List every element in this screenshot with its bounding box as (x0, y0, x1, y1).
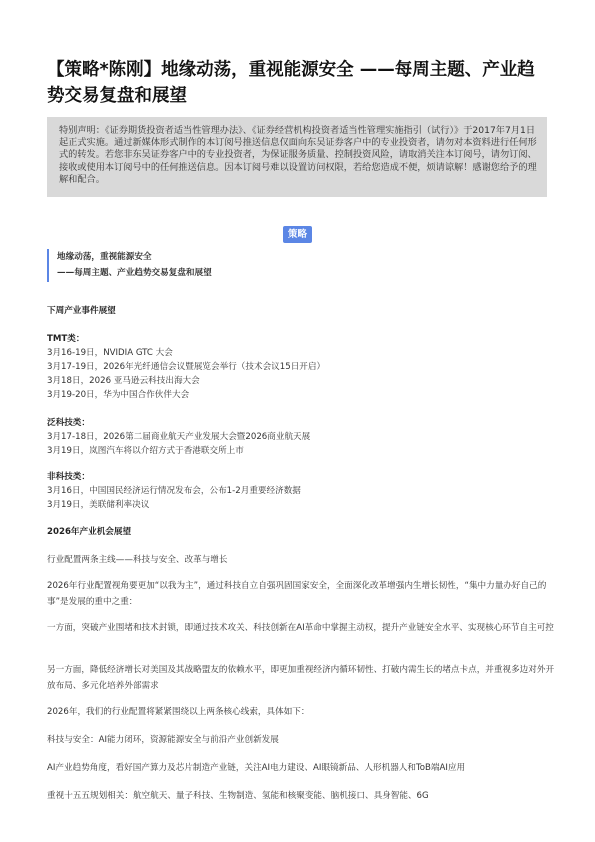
section-subheading (47, 249, 212, 282)
paragraph: 行业配置两条主线——科技与安全、改革与增长 (47, 555, 228, 565)
paragraph: 科技与安全：AI能力闭环，资源能源安全与前沿产业创新发展 (47, 735, 279, 745)
article-title: 【策略*陈刚】地缘动荡，重视能源安全 ——每周主题、产业趋势交易复盘和展望 (47, 60, 535, 106)
paragraph: 2026年，我们的行业配置将紧紧围绕以上两条核心线索，具体如下： (47, 707, 310, 717)
paragraph: AI产业趋势角度，看好国产算力及芯片制造产业链，关注AI电力建设、AI眼镜新品、人形机器人和ToB端AI应用 (47, 763, 466, 773)
opportunity-heading: 2026年产业机会展望 (47, 527, 132, 537)
tmt-event: 3月19-20日，华为中国合作伙伴大会 (47, 390, 190, 400)
non-tech-label: 非科技类： (47, 472, 90, 482)
subheading-line-2: ——每周主题、产业趋势交易复盘和展望 (57, 268, 212, 278)
tmt-event: 3月17-19日，2026年光纤通信会议暨展览会举行（技术会议15日开启） (47, 362, 326, 372)
paragraph: 一方面，突破产业围堵和技术封锁，即通过技术攻关、科技创新在AI革命中掌握主动权，提升产业链安全水平、实现核心环节自主可控 (47, 623, 554, 633)
tmt-event: 3月18日，2026 亚马逊云科技出海大会 (47, 376, 200, 386)
subheading-line-1: 地缘动荡，重视能源安全 (57, 252, 152, 262)
non-tech-event: 3月19日，美联储利率决议 (47, 500, 150, 510)
paragraph: 另一方面，降低经济增长对美国及其战略盟友的依赖水平，即更加重视经济内循环韧性、打破内需生长的堵点卡点，并重视多边对外开放布局、多元化培养外部需求 (47, 665, 555, 691)
category-tag[interactable]: 策略 (283, 226, 312, 243)
tmt-event: 3月16-19日，NVIDIA GTC 大会 (47, 348, 173, 358)
tmt-label: TMT类： (47, 334, 85, 344)
paragraph: 重视十五五规划相关：航空航天、量子科技、生物制造、氢能和核聚变能、脑机接口、具身智能、6G (47, 791, 429, 801)
non-tech-event: 3月16日，中国国民经济运行情况发布会，公布1-2月重要经济数据 (47, 486, 301, 496)
events-heading: 下周产业事件展望 (47, 306, 116, 316)
paragraph: 2026年行业配置视角要更加“以我为主”，通过科技自立自强巩固国家安全，全面深化改革增强内生增长韧性，“集中力量办好自己的事”是发展的重中之重： (47, 581, 547, 607)
pan-tech-event: 3月17-18日，2026第二届商业航天产业发展大会暨2026商业航天展 (47, 432, 311, 442)
disclaimer-notice: 特别声明：《证券期货投资者适当性管理办法》、《证券经营机构投资者适当性管理实施指引（试行）》于2017年7月1日起正式实施。通过新媒体形式制作的本订阅号推送信息仅面向东吴证券客户中的专业投资者，请勿对本资料进行任何形式的转发。若您非东吴证券客户中的专业投资者，为保证服务质量、控制投资风险，请取消关注本订阅号，请勿订阅、接收或使用本订阅号中的任何推送信息。因本订阅号难以设置访问权限，若给您造成不便，烦请谅解！感谢您给予的理解和配合。 (47, 117, 547, 197)
pan-tech-label: 泛科技类： (47, 418, 90, 428)
pan-tech-event: 3月19日，岚图汽车将以介绍方式于香港联交所上市 (47, 446, 244, 456)
